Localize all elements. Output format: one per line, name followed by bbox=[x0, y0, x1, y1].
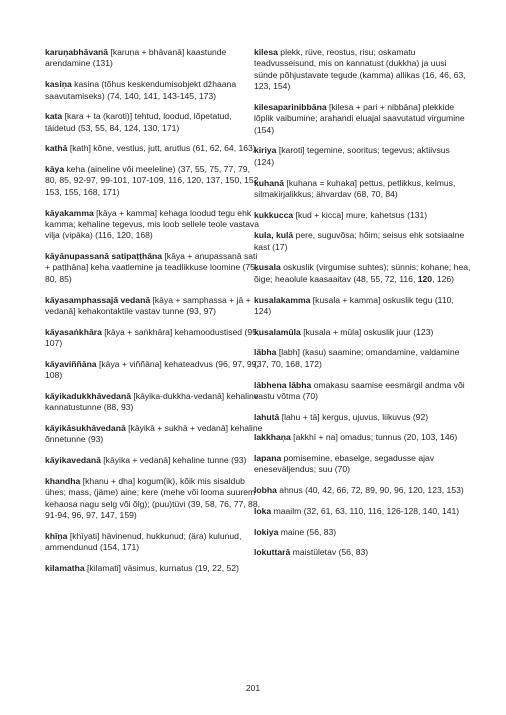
glossary-entry bbox=[254, 453, 472, 476]
glossary-left-column bbox=[45, 47, 263, 584]
glossary-definition: [labh] (kasu) saamine; omandamine, valdamine (37, 70, 168, 172) bbox=[254, 347, 460, 369]
glossary-entry bbox=[254, 210, 472, 221]
glossary-term: kilamatha bbox=[45, 562, 85, 573]
glossary-term: kāyikadukkhāvedanā bbox=[45, 390, 131, 401]
page-number: 201 bbox=[245, 683, 261, 693]
glossary-entry bbox=[254, 295, 472, 318]
glossary-definition: [kāyikā + sukhā + vedanā] kehaline õnnetunne (93) bbox=[45, 423, 263, 445]
glossary-term: kathā bbox=[45, 143, 68, 154]
glossary-entry bbox=[254, 506, 472, 517]
glossary-entry bbox=[45, 455, 263, 466]
glossary-entry bbox=[254, 47, 472, 93]
glossary-definition: [khanu + dha] kogum(ik), kõik mis sisaldub ühes; mass, (jäme) aine; kere (mehe või looma suurem kehaosa nagu selg või õlg); (puu)tüvi (39, 58, 76, 77, 88, 91-94, 96, 97, 147, 159) bbox=[45, 475, 260, 521]
glossary-term: kāyakamma bbox=[45, 207, 94, 218]
glossary-definition: [kusala + mūla] oskuslik juur (123) bbox=[300, 326, 434, 337]
glossary-entry bbox=[45, 79, 263, 102]
glossary-entry bbox=[45, 143, 263, 154]
glossary-entry bbox=[254, 527, 472, 538]
glossary-term: kāyikāsukhāvedanā bbox=[45, 423, 126, 434]
glossary-definition: omakasu saamise eesmärgil andma või vastu võtma (70) bbox=[254, 379, 465, 401]
glossary-entry bbox=[45, 327, 263, 350]
glossary-entry bbox=[45, 164, 263, 198]
glossary-term: lobha bbox=[254, 485, 277, 496]
glossary-definition: [kāya + viññāna] kehateadvus (96, 97, 99, 108) bbox=[45, 358, 259, 381]
glossary-definition: ahnus (40, 42, 66, 72, 89, 90, 96, 120, 123, 153) bbox=[276, 485, 464, 496]
glossary-definition: [kāyika + vedanā] kehaline tunne (93) bbox=[100, 455, 247, 466]
glossary-term: kāyaviññāna bbox=[45, 358, 97, 369]
glossary-entry bbox=[254, 380, 472, 403]
glossary-entry bbox=[45, 359, 263, 382]
glossary-entry bbox=[254, 230, 472, 253]
glossary-definition: kasina (tõhus keskendumisobjekt džhaana saavutamiseks) (74, 140, 141, 143-145, 173) bbox=[45, 79, 237, 101]
glossary-term: khandha bbox=[45, 475, 81, 486]
glossary-term: kusala bbox=[254, 262, 281, 273]
glossary-term: kusalakamma bbox=[254, 294, 311, 305]
glossary-term: kāyasaṅkhāra bbox=[45, 326, 102, 337]
glossary-definition: maailm (32, 61, 63, 110, 116, 126-128, 140, 141) bbox=[271, 505, 460, 516]
glossary-term: lokuttarā bbox=[254, 547, 291, 558]
glossary-definition: [kāya + samphassa + jā + vedanā] kehakontaktile vastav tunne (93, 97) bbox=[45, 294, 251, 316]
glossary-bold-page-ref: 120 bbox=[417, 273, 433, 284]
glossary-definition: [akkhī + na] omadus; tunnus (20, 103, 146) bbox=[290, 432, 458, 443]
glossary-term: lapana bbox=[254, 453, 282, 464]
glossary-definition: pere, suguvõsa; hõim; seisus ehk sotsiaalne kast (17) bbox=[254, 230, 465, 252]
glossary-entry bbox=[45, 111, 263, 134]
glossary-term: karuṇabhāvanā bbox=[45, 47, 109, 57]
glossary-term: lokiya bbox=[254, 526, 279, 537]
glossary-term: kāya bbox=[45, 164, 65, 175]
glossary-definition: [khīyati] hävinenud, hukkunud; (ära) kulunud, ammendunud (154, 171) bbox=[45, 530, 242, 553]
glossary-term: kukkucca bbox=[254, 209, 294, 220]
glossary-entry bbox=[254, 347, 472, 370]
glossary-definition: [kāya + kamma] kehaga loodud tegu ehk kamma; kehaline tegevus, mis loob sellele teole vastava vilja (vipāka) (116, 120, 168) bbox=[45, 207, 260, 241]
glossary-entry bbox=[45, 251, 263, 285]
glossary-term: kula, kulā bbox=[254, 230, 294, 241]
glossary-definition: oskuslik (virgumise suhtes); sünnis; kohane; hea, õige; heaolule kaasaaitav (48, 55, 72, 116, bbox=[254, 262, 471, 284]
glossary-definition: [kāya + saṅkhāra] kehamoodustised (95, 107) bbox=[45, 326, 260, 349]
glossary-entry bbox=[254, 145, 472, 168]
glossary-term: lakkhaṇa bbox=[254, 432, 291, 443]
glossary-entry bbox=[254, 412, 472, 423]
glossary-entry bbox=[45, 476, 263, 522]
glossary-definition: [kara + ta (karoti)] tehtud, loodud, lõpetatud, täidetud (53, 55, 84, 124, 130, 171) bbox=[45, 111, 232, 133]
glossary-entry bbox=[45, 295, 263, 318]
glossary-term: kata bbox=[45, 111, 63, 122]
glossary-definition: [kud + kicca] mure, kahetsus (131) bbox=[293, 209, 428, 220]
glossary-entry bbox=[254, 262, 472, 285]
glossary-definition: maine (56, 83) bbox=[278, 526, 337, 537]
glossary-term: kuhanā bbox=[254, 177, 285, 188]
glossary-entry bbox=[254, 547, 472, 558]
glossary-term: kāyānupassanā satipaṭṭhāna bbox=[45, 251, 163, 262]
glossary-definition: [karuṇa + bhāvanā] kaastunde arendamine (131) bbox=[45, 47, 227, 69]
glossary-right-column bbox=[254, 47, 472, 568]
glossary-term: lābhena lābha bbox=[254, 379, 312, 390]
glossary-term: kiriya bbox=[254, 145, 277, 156]
glossary-term: lahutā bbox=[254, 411, 280, 422]
glossary-definition: plekk, rüve, reostus, risu; oskamatu teadvusseisund, mis on kannatust (dukkha) ja uusi sünde põhjustavate tegude (kamma) allikas (16, 46, 63, 123, 154) bbox=[254, 47, 466, 92]
glossary-definition: [kāya + anupassanā sati + paṭṭhāna] keha vaatlemine ja teadlikkuse loomine (75, 80, 85) bbox=[45, 251, 258, 284]
glossary-entry bbox=[45, 391, 263, 414]
glossary-definition: [lahu + tā] kergus, ujuvus, liikuvus (92) bbox=[279, 411, 429, 422]
glossary-term: kāyikavedanā bbox=[45, 455, 101, 466]
glossary-term: kilesa bbox=[254, 47, 278, 57]
glossary-entry bbox=[45, 423, 263, 446]
glossary-term: kasiṇa bbox=[45, 79, 72, 90]
glossary-definition: [kilesa + pari + nibbāna] plekkide lõplik vaibumine; arahandi eluajal saavutatud virgumine (154) bbox=[254, 101, 465, 135]
glossary-definition: [kath] kõne, vestlus, jutt, arutlus (61, 62, 64, 163) bbox=[67, 143, 256, 154]
glossary-definition: pomisemine, ebaselge, segadusse ajav eneseväljendus; suu (70) bbox=[254, 453, 435, 475]
glossary-definition: maistületav (56, 83) bbox=[290, 547, 369, 558]
glossary-entry bbox=[254, 485, 472, 496]
glossary-entry bbox=[45, 208, 263, 242]
glossary-definition: [kilamati] väsimus, kurnatus (19, 22, 52) bbox=[84, 562, 239, 573]
glossary-term: loka bbox=[254, 505, 272, 516]
glossary-definition: [kusala + kamma] oskuslik tegu (110, 124) bbox=[254, 294, 454, 316]
glossary-entry bbox=[254, 102, 472, 136]
glossary-term: kusalamūla bbox=[254, 326, 301, 337]
glossary-term: kāyasamphassajā vedanā bbox=[45, 294, 151, 305]
glossary-definition: keha (aineline või meeleline) (37, 55, 75, 77, 79, 80, 85, 92-97, 99-101, 107-109, 116, 120, 137, 150, 152, 153, 155, 168, 171) bbox=[45, 164, 261, 197]
glossary-entry bbox=[254, 327, 472, 338]
glossary-definition: [kuhana = kuhaka] pettus, petlikkus, kelmus, silmakirjalikkus; ähvardav (68, 70, 84) bbox=[254, 177, 456, 199]
glossary-entry bbox=[45, 531, 263, 554]
glossary-definition: [karoti] tegemine, sooritus; tegevus; aktiivsus (124) bbox=[254, 145, 450, 167]
glossary-entry bbox=[254, 178, 472, 201]
glossary-term: lābha bbox=[254, 347, 277, 358]
glossary-term: kilesaparinibbāna bbox=[254, 101, 327, 112]
glossary-entry bbox=[45, 47, 263, 70]
glossary-definition: [kāyika-dukkha-vedanā] kehaline kannatustunne (88, 93) bbox=[45, 390, 259, 413]
glossary-entry bbox=[45, 563, 263, 574]
glossary-term: khīṇa bbox=[45, 530, 68, 541]
glossary-definition-tail: , 126) bbox=[432, 273, 455, 284]
glossary-entry bbox=[254, 432, 472, 443]
